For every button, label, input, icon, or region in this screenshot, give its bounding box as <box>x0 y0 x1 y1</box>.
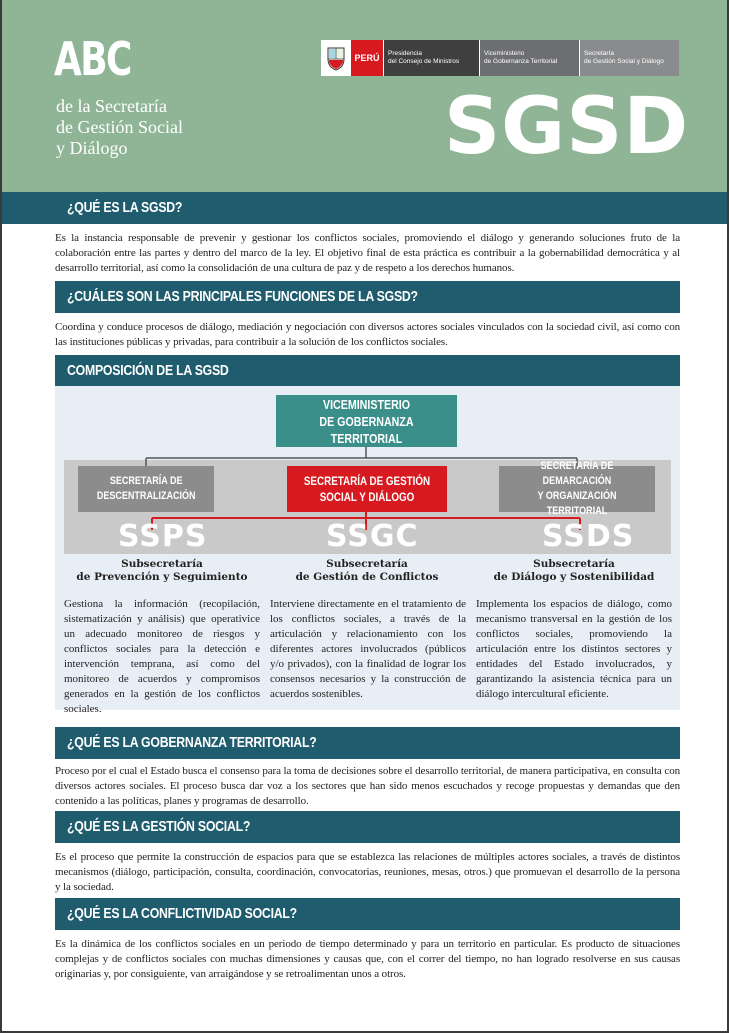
logo-line: Presidencia <box>388 50 422 57</box>
section-title-text: ¿QUÉ ES LA SGSD? <box>67 199 183 216</box>
subname-line: de Prevención y Seguimiento <box>76 571 248 583</box>
box-secretaria-gestion-social <box>287 466 447 512</box>
peru-label: PERÚ <box>351 40 383 76</box>
section-title-gobernanza <box>55 727 680 759</box>
section-text-gestion: Es el proceso que permite la construcción de espacios para que se establezca las relaciones de múltiples actores sociales, a través de distintos mecanismos (diálogo, participación, consulta, coordinación, convocatorias, reuniones, mesas, otros.) que promuevan el desarrollo de la persona y la sociedad. <box>55 851 680 893</box>
acronym-ssps: SSPS <box>118 519 208 554</box>
subname-line: Subsecretaría <box>326 558 408 570</box>
section-title-text: COMPOSICIÓN DE LA SGSD <box>67 362 229 379</box>
acronym-ssgc: SSGC <box>326 519 419 554</box>
subname-line: de Diálogo y Sostenibilidad <box>493 571 655 583</box>
subsecretaria-text-ssgc: Interviene directamente en el tratamiento de los conflictos sociales, a través de la articulación y relacionamiento con los diferentes actores involucrados (públicos y/o privados), con la finalidad de lograr los consensos necesarios y la construcción de acuerdos sostenibles. <box>270 598 466 700</box>
box-line: SECRETARÍA DE <box>109 475 183 487</box>
section-title-text: ¿QUÉ ES LA GESTIÓN SOCIAL? <box>67 818 251 835</box>
section-title-conflictividad <box>55 898 680 930</box>
abc-title: ABC <box>54 32 131 86</box>
logo-line: Secretaría <box>584 50 614 57</box>
box-line: DESCENTRALIZACIÓN <box>96 490 196 502</box>
box-line: VICEMINISTERIO <box>322 396 411 412</box>
acronym-ssds: SSDS <box>542 519 635 554</box>
section-text-funciones: Coordina y conduce procesos de diálogo, mediación y negociación con diversos actores sociales vinculados con la sociedad civil, así como con las instituciones públicas y privadas, para contribuir a la solución de los conflictos sociales. <box>55 321 680 348</box>
logo-line: de Gobernanza Territorial <box>484 58 558 65</box>
box-line: Y ORGANIZACIÓN TERRITORIAL <box>537 490 617 517</box>
logo-line: Viceministerio <box>484 50 525 57</box>
subtitle-line: de Gestión Social <box>56 117 183 137</box>
box-line: DE GOBERNANZA TERRITORIAL <box>319 413 414 446</box>
box-line: SECRETARÍA DE GESTIÓN <box>303 474 431 488</box>
subtitle-line: de la Secretaría <box>56 96 167 116</box>
subsecretaria-text-ssds: Implementa los espacios de diálogo, como mecanismo transversal en la gestión de los conflictos sociales, promoviendo la articulación entre los distintos sectores y entidades del Estado involucrados, y garantizando la asistencia técnica para un diálogo intercultural eficiente. <box>476 598 672 700</box>
acronym-title: SGSD <box>444 82 690 172</box>
subsecretaria-text-ssps: Gestiona la información (recopilación, sistematización y análisis) que operativice un adecuado monitoreo de riesgos y conflictos sociales para la detección e intervención temprana, así como del monitoreo de acuerdos y compromisos generados en la gestión de los conflictos sociales. <box>64 598 260 715</box>
section-title-text: ¿QUÉ ES LA GOBERNANZA TERRITORIAL? <box>67 734 317 751</box>
section-text-gobernanza: Proceso por el cual el Estado busca el consenso para la toma de decisiones sobre el desarrollo territorial, de manera participativa, en consulta con diversos actores sociales. El proceso busca dar voz a los sectores que han sido menos escuchados y recoge propuestas y demandas que den contenido a las políticas, planes y programas de desarrollo. <box>55 765 680 807</box>
box-line: SECRETARÍA DE DEMARCACIÓN <box>540 460 614 487</box>
box-secretaria-descentralizacion <box>78 466 214 512</box>
box-secretaria-demarcacion <box>499 460 655 517</box>
section-title-text: ¿CUÁLES SON LAS PRINCIPALES FUNCIONES DE LA SGSD? <box>67 288 418 305</box>
logo-line: de Gestión Social y Diálogo <box>584 58 664 65</box>
box-viceministerio <box>276 395 457 447</box>
section-text-conflictividad: Es la dinámica de los conflictos sociales en un periodo de tiempo determinado y para un territorio en particular. Es producto de situaciones complejas y de conflictos sociales con muchas dimensiones y causas que, con el correr del tiempo, no han logrado resolverse en sus causas originarias y, por consiguiente, van arraigándose y se retroalimentan unos a otros. <box>55 938 680 980</box>
section-title-text: ¿QUÉ ES LA CONFLICTIVIDAD SOCIAL? <box>67 905 297 922</box>
subsecretaria-name-ssps <box>64 558 260 584</box>
box-line: SOCIAL Y DIÁLOGO <box>319 490 415 504</box>
subtitle-line: y Diálogo <box>56 138 128 158</box>
logo-line: del Consejo de Ministros <box>388 58 460 65</box>
subsecretaria-name-ssds <box>476 558 672 584</box>
subname-line: de Gestión de Conflictos <box>295 571 439 583</box>
section-title-gestion <box>55 811 680 843</box>
subname-line: Subsecretaría <box>533 558 615 570</box>
subname-line: Subsecretaría <box>121 558 203 570</box>
section-text-que-es: Es la instancia responsable de prevenir y gestionar los conflictos sociales, promoviendo el diálogo y generando soluciones fruto de la colaboración entre las partes y dentro del marco de la ley. El objetivo final de esta práctica es contribuir a la gobernabilidad democrática y al desarrollo territorial, así como la consolidación de una cultura de paz y de respeto a los derechos humanos. <box>55 232 680 274</box>
subsecretaria-name-ssgc <box>268 558 466 584</box>
